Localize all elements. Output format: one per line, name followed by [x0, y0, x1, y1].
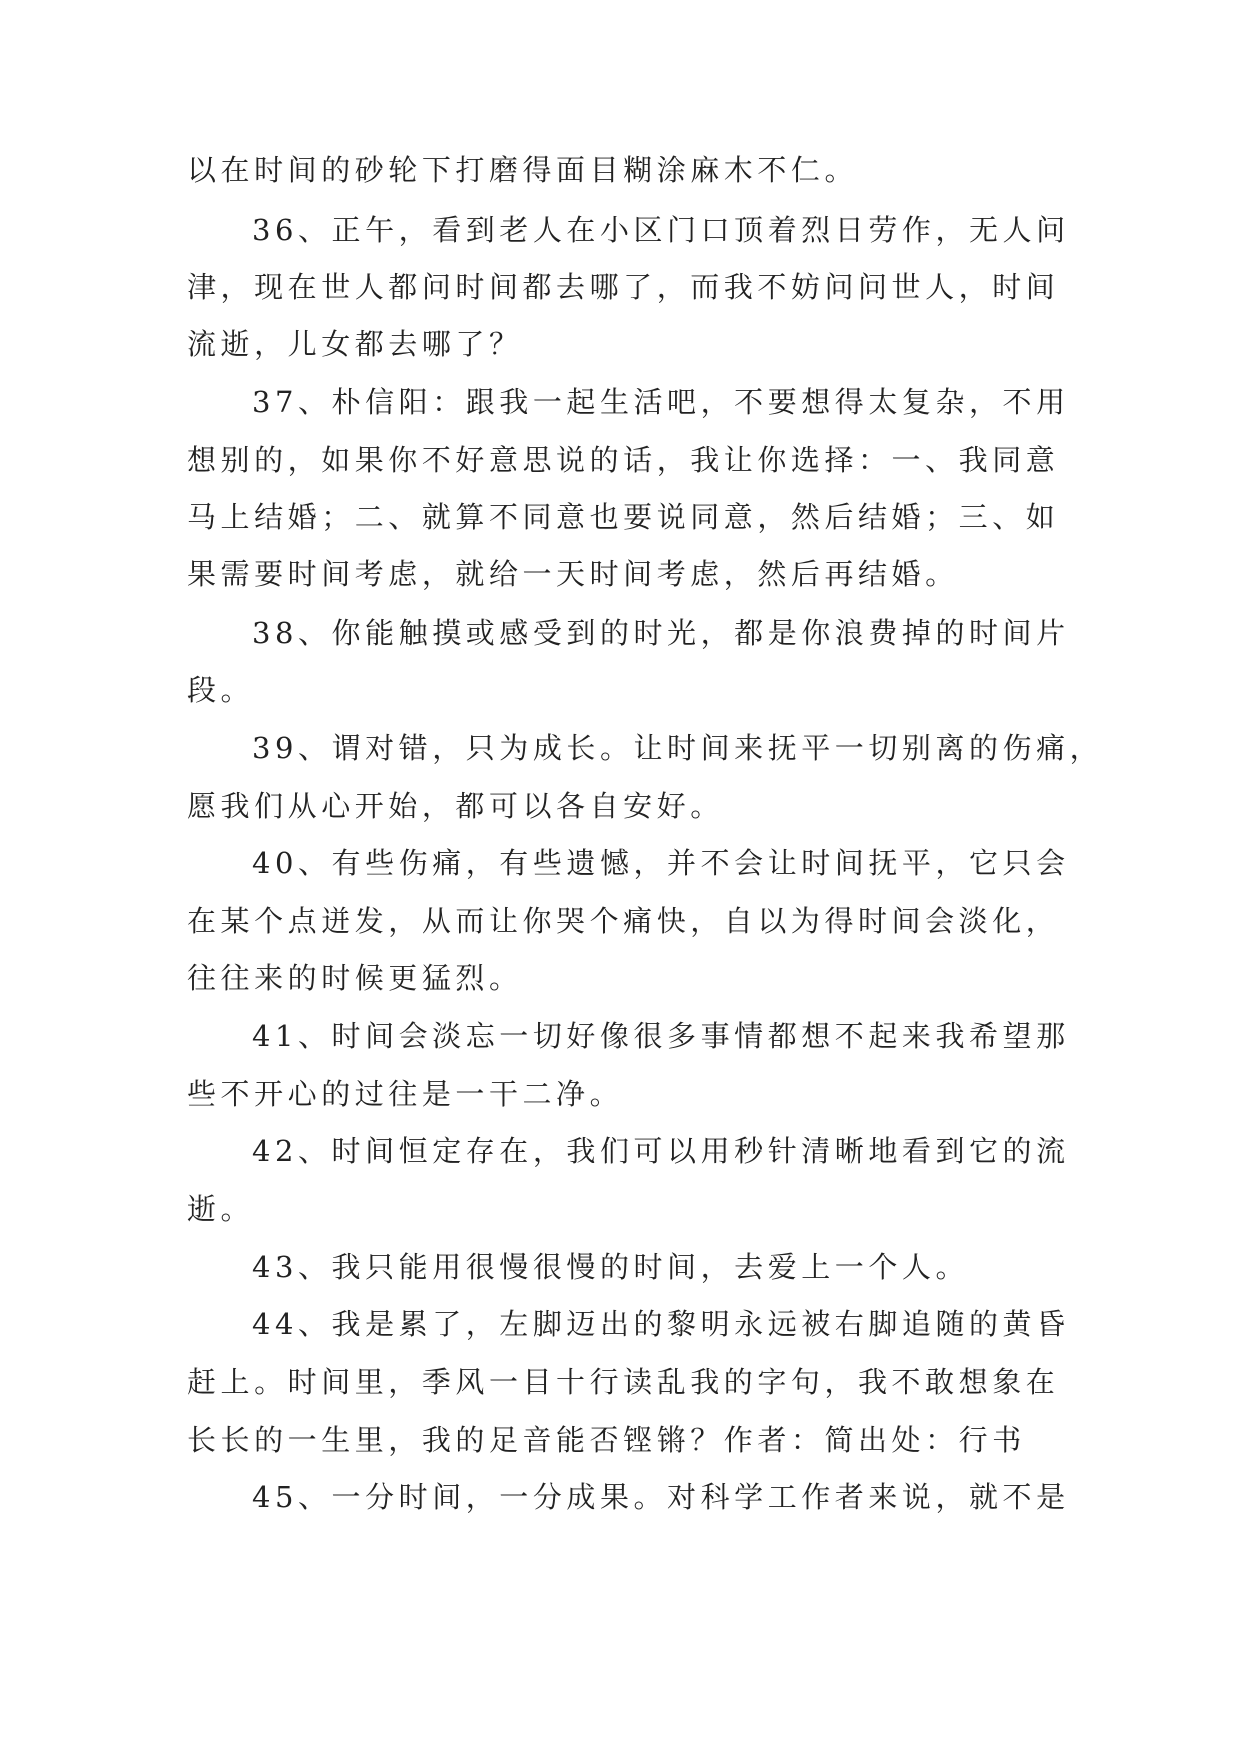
- text-line: 45、一分时间，一分成果。对科学工作者来说，就不是: [252, 1480, 1070, 1514]
- text-line: 愿我们从心开始，都可以各自安好。: [187, 789, 724, 823]
- text-line: 果需要时间考虑，就给一天时间考虑，然后再结婚。: [187, 557, 959, 591]
- text-line: 流逝，儿女都去哪了？: [187, 327, 523, 361]
- text-line: 37、朴信阳：跟我一起生活吧，不要想得太复杂，不用: [252, 385, 1070, 419]
- text-line: 41、时间会淡忘一切好像很多事情都想不起来我希望那: [252, 1019, 1070, 1053]
- text-line: 赶上。时间里，季风一目十行读乱我的字句，我不敢想象在: [187, 1365, 1060, 1399]
- text-line: 40、有些伤痛，有些遗憾，并不会让时间抚平，它只会: [252, 846, 1070, 880]
- text-line: 些不开心的过往是一干二净。: [187, 1077, 624, 1111]
- text-line: 43、我只能用很慢很慢的时间，去爱上一个人。: [252, 1250, 970, 1284]
- text-line: 39、谓对错，只为成长。让时间来抚平一切别离的伤痛，: [252, 731, 1104, 765]
- text-line: 段。: [187, 673, 255, 707]
- text-line: 42、时间恒定存在，我们可以用秒针清晰地看到它的流: [252, 1134, 1070, 1168]
- text-line: 想别的，如果你不好意思说的话，我让你选择：一、我同意: [187, 443, 1060, 477]
- text-line: 往往来的时候更猛烈。: [187, 961, 523, 995]
- text-line: 逝。: [187, 1192, 255, 1226]
- text-line: 津，现在世人都问时间都去哪了，而我不妨问问世人，时间: [187, 270, 1060, 304]
- text-line: 在某个点迸发，从而让你哭个痛快，自以为得时间会淡化，: [187, 904, 1060, 938]
- text-line: 36、正午，看到老人在小区门口顶着烈日劳作，无人问: [252, 213, 1070, 247]
- text-line: 38、你能触摸或感受到的时光，都是你浪费掉的时间片: [252, 616, 1070, 650]
- text-line: 44、我是累了，左脚迈出的黎明永远被右脚追随的黄昏: [252, 1307, 1070, 1341]
- text-line: 马上结婚；二、就算不同意也要说同意，然后结婚；三、如: [187, 500, 1060, 534]
- text-line: 以在时间的砂轮下打磨得面目糊涂麻木不仁。: [187, 153, 859, 187]
- text-line: 长长的一生里，我的足音能否铿锵？作者：简出处：行书: [187, 1423, 1026, 1457]
